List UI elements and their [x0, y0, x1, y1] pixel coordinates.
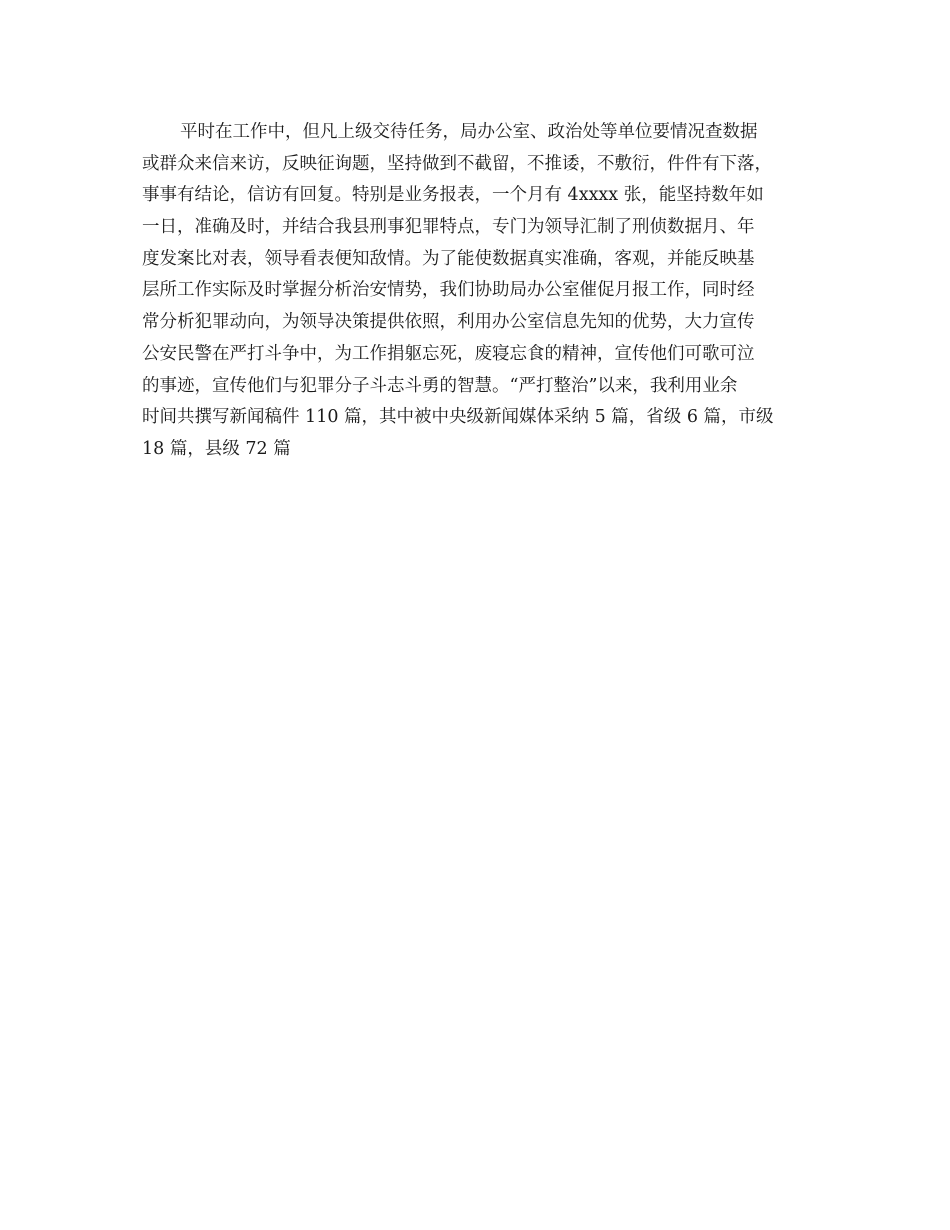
paragraph-line: 事事有结论，信访有回复。特别是业务报表，一个月有 4xxxx 张，能坚持数年如 — [142, 185, 764, 206]
paragraph-line: 层所工作实际及时掌握分析治安情势，我们协助局办公室催促月报工作，同时经 — [142, 280, 755, 301]
paragraph-line: 常分析犯罪动向，为领导决策提供依照，利用办公室信息先知的优势，大力宣传 — [142, 312, 755, 333]
paragraph-line: 公安民警在严打斗争中，为工作捐躯忘死，废寝忘食的精神，宣传他们可歌可泣 — [142, 343, 755, 364]
paragraph-line: 的事迹，宣传他们与犯罪分子斗志斗勇的智慧。“严打整治”以来，我利用业余 — [142, 375, 738, 396]
body-paragraph — [142, 117, 812, 466]
paragraph-line: 18 篇，县级 72 篇 — [142, 438, 291, 459]
paragraph-line: 度发案比对表，领导看表便知敌情。为了能使数据真实准确，客观，并能反映基 — [142, 248, 755, 269]
paragraph-line: 时间共撰写新闻稿件 110 篇，其中被中央级新闻媒体采纳 5 篇，省级 6 篇，市级 — [142, 407, 774, 428]
paragraph-line: 或群众来信来访，反映征询题，坚持做到不截留，不推诿，不敷衍，件件有下落， — [142, 153, 772, 174]
paragraph-line: 平时在工作中，但凡上级交待任务，局办公室、政治处等单位要情况查数据 — [180, 122, 758, 142]
paragraph-line: 一日，准确及时，并结合我县刑事犯罪特点，专门为领导汇制了刑侦数据月、年 — [142, 217, 755, 238]
